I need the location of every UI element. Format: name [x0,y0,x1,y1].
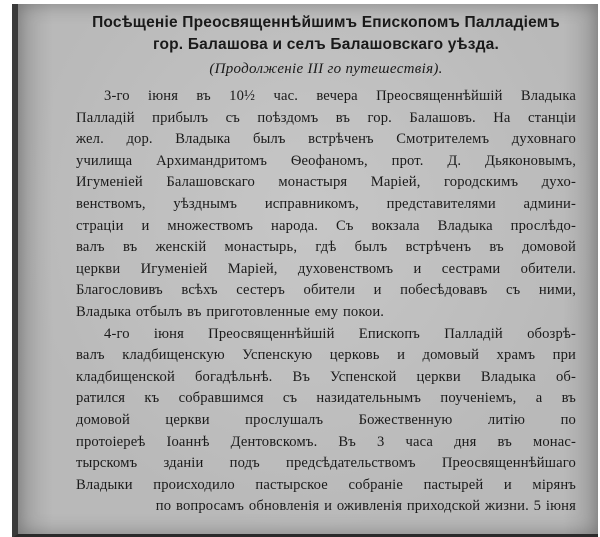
text-line: Владыка отбылъ въ приготовленные ему покои. [76,303,385,320]
article-title-line-2: гор. Балашова и селъ Балашовскаго уѣзда. [153,36,499,53]
text-line: протоіереѣ Іоаннѣ Дентовскомъ. Въ 3 часа дня въ монас- [76,433,576,450]
text-line: церкви Игуменіей Маріей, духовенствомъ и сестрами обители. [76,260,576,277]
text-line: Владыки происходило пастырское собраніе пастырей и мірянъ [76,476,576,493]
text-line: Игуменіей Балашовскаго монастыря Маріей, городскимъ духо- [76,174,576,191]
paragraph-1 [76,86,576,324]
scanned-page [12,4,598,537]
text-line: валъ въ женскій монастырь, гдѣ былъ встрѣченъ въ домовой [76,239,576,256]
text-line: кладбищенской богадѣльнѣ. Въ Успенской церкви Владыка об- [76,368,576,385]
paragraph-2 [76,324,576,518]
text-line: 4-го іюня Преосвященнѣйшій Епископъ Палладій обозрѣ- [104,325,576,342]
text-line: Благословивъ всѣхъ сестеръ обители и побесѣдовавъ съ ними, [76,282,576,299]
text-line: тырскомъ зданіи подъ предсѣдательствомъ Преосвященнѣйшаго [76,455,576,472]
article-title-line-1: Посѣщеніе Преосвященнѣйшимъ Епископомъ Палладіемъ [92,14,560,31]
text-line: валъ кладбищенскую Успенскую церковь и домовый храмъ при [76,347,576,364]
text-line: жел. дор. Владыка былъ встрѣченъ Смотрителемъ духовнаго [76,131,576,148]
article-subtitle: (Продолженіе III го путешествія). [209,61,443,77]
text-line: училища Архимандритомъ Ѳеофаномъ, прот. Д. Дьяконовымъ, [76,152,576,169]
text-line: по вопросамъ обновленія и оживленія приходской жизни. 5 іюня [155,498,576,515]
text-line: 3-го іюня въ 10½ час. вечера Преосвященнѣйшій Владыка [104,88,576,104]
text-line: ратился къ собравшимся съ назидательнымъ поученіемъ, а въ [76,390,576,407]
text-line: Палладій прибылъ съ поѣздомъ въ гор. Балашовъ. На станціи [76,109,576,126]
text-line: домовой церкви прослушалъ Божественную литію по [76,411,576,428]
text-line: венствомъ, уѣзднымъ исправникомъ, представителями админи- [76,195,576,212]
text-line: страціи и множествомъ народа. Съ вокзала Владыка прослѣдо- [76,217,576,234]
article [76,12,576,518]
